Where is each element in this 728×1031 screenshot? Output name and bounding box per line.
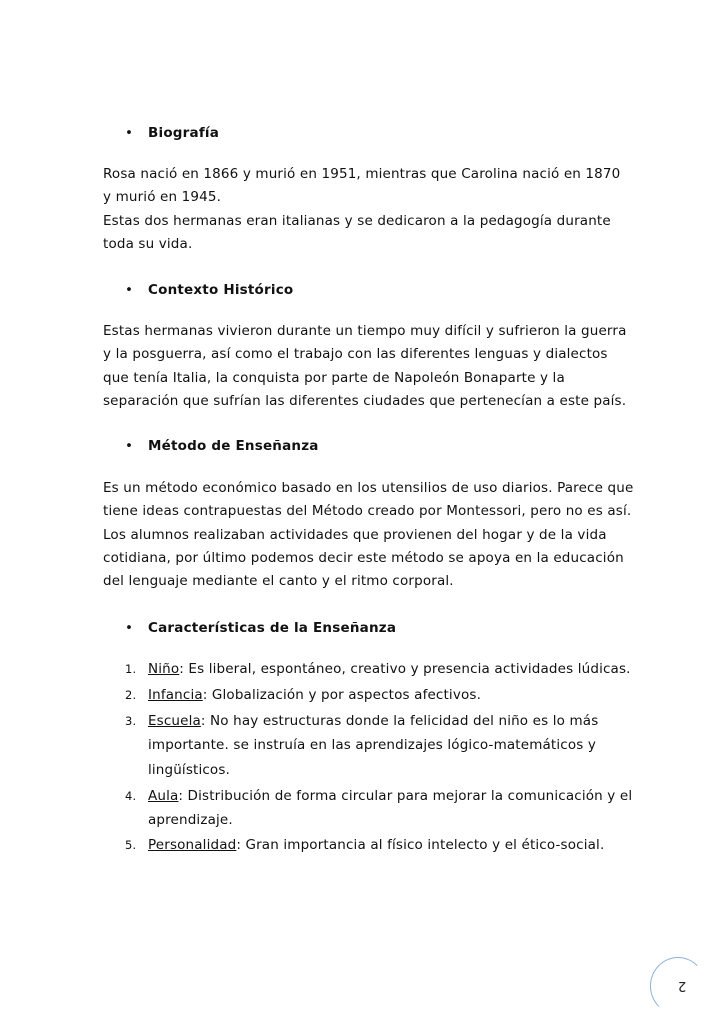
paragraph-line: Estas dos hermanas eran italianas y se dedicaron a la pedagogía durante xyxy=(103,212,611,229)
page-number-badge xyxy=(650,957,706,1015)
heading-text: Biografía xyxy=(148,125,220,141)
list-term: Personalidad xyxy=(148,837,237,853)
list-number: 1. xyxy=(125,662,137,676)
list-text: : Distribución de forma circular para mejorar la comunicación y el xyxy=(178,788,633,804)
list-number: 3. xyxy=(125,714,137,728)
paragraph-contexto xyxy=(103,320,643,413)
paragraph-biografia xyxy=(103,163,643,256)
heading-text: Contexto Histórico xyxy=(148,282,294,298)
bullet-icon: • xyxy=(125,438,134,454)
page-number: 2 xyxy=(678,978,687,993)
paragraph-line: Rosa nació en 1866 y murió en 1951, mientras que Carolina nació en 1870 xyxy=(103,166,621,182)
paragraph-line: tiene ideas contrapuestas del Método creado por Montessori, pero no es así. xyxy=(103,503,632,520)
bullet-icon: • xyxy=(125,282,134,298)
paragraph-line: del lenguaje mediante el canto y el ritmo corporal. xyxy=(103,573,454,590)
paragraph-line: separación que sufrían las diferentes ciudades que pertenecían a este país. xyxy=(103,392,627,409)
paragraph-line: Es un método económico basado en los utensilios de uso diarios. Parece que xyxy=(103,480,634,496)
list-continuation: aprendizaje. xyxy=(148,812,233,829)
bullet-icon: • xyxy=(125,125,134,141)
list-term: Aula xyxy=(148,788,179,804)
list-number: 5. xyxy=(125,838,137,852)
paragraph-line: que tenía Italia, la conquista por parte de Napoleón Bonaparte y la xyxy=(103,369,565,386)
list-text: : Gran importancia al físico intelecto y el ético-social. xyxy=(236,837,605,853)
paragraph-line: cotidiana, por último podemos decir este método se apoya en la educación xyxy=(103,549,624,566)
bullet-icon: • xyxy=(125,620,134,636)
list-term: Infancia xyxy=(148,687,203,703)
paragraph-line: y la posguerra, así como el trabajo con las diferentes lenguas y dialectos xyxy=(103,346,608,363)
heading-text: Método de Enseñanza xyxy=(148,438,319,454)
paragraph-line: Estas hermanas vivieron durante un tiempo muy difícil y sufrieron la guerra xyxy=(103,323,627,339)
list-number: 4. xyxy=(125,789,137,803)
list-text: : Globalización y por aspectos afectivos. xyxy=(202,687,482,703)
list-term: Niño xyxy=(148,661,180,677)
list-text: : No hay estructuras donde la felicidad del niño es lo más xyxy=(200,713,599,729)
paragraph-line: Los alumnos realizaban actividades que provienen del hogar y de la vida xyxy=(103,526,607,543)
heading-text: Características de la Enseñanza xyxy=(148,620,397,636)
list-number: 2. xyxy=(125,688,137,702)
paragraph-metodo xyxy=(103,477,643,593)
list-text: : Es liberal, espontáneo, creativo y presencia actividades lúdicas. xyxy=(179,661,631,677)
paragraph-line: toda su vida. xyxy=(103,235,193,252)
list-continuation: importante. se instruía en las aprendizajes lógico-matemáticos y xyxy=(148,737,597,754)
paragraph-line: y murió en 1945. xyxy=(103,189,222,206)
list-term: Escuela xyxy=(148,713,201,729)
list-continuation: lingüísticos. xyxy=(148,761,230,778)
